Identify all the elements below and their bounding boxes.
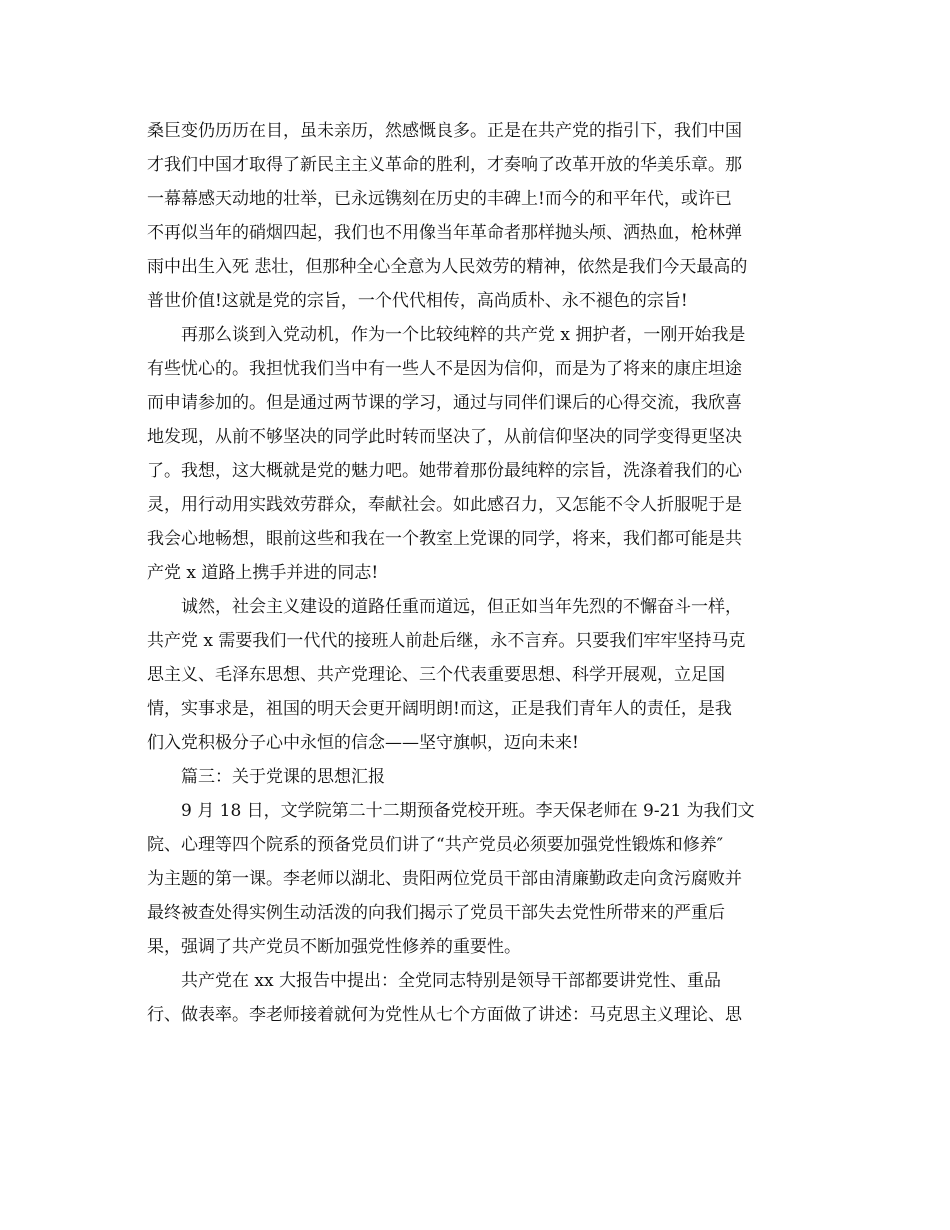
- paragraph-first-line: 9 月 18 日，文学院第二十二期预备党校开班。李天保老师在 9-21 为我们文: [181, 801, 755, 821]
- text-line: 而申请参加的。但是通过两节课的学习，通过与同伴们课后的心得交流，我欣喜: [147, 393, 742, 413]
- section-heading: 篇三：关于党课的思想汇报: [181, 767, 385, 787]
- text-line: 桑巨变仍历历在目，虽未亲历，然感慨良多。正是在共产党的指引下，我们中国: [147, 121, 742, 141]
- paragraph-first-line: 诚然，社会主义建设的道路任重而道远，但正如当年先烈的不懈奋斗一样，: [181, 597, 742, 617]
- text-line: 最终被查处得实例生动活泼的向我们揭示了党员干部失去党性所带来的严重后: [147, 903, 725, 923]
- text-line: 普世价值!这就是党的宗旨，一个代代相传，高尚质朴、永不褪色的宗旨!: [147, 291, 688, 311]
- text-line: 们入党积极分子心中永恒的信念——坚守旗帜，迈向未来!: [147, 733, 579, 753]
- paragraph-first-line: 再那么谈到入党动机，作为一个比较纯粹的共产党 x 拥护者，一刚开始我是: [181, 325, 746, 345]
- text-line: 产党 x 道路上携手并进的同志!: [147, 563, 379, 583]
- text-line: 有些忧心的。我担忧我们当中有一些人不是因为信仰，而是为了将来的康庄坦途: [147, 359, 742, 379]
- text-line: 行、做表率。李老师接着就何为党性从七个方面做了讲述：马克思主义理论、思: [147, 1005, 742, 1025]
- text-line: 共产党 x 需要我们一代代的接班人前赴后继，永不言弃。只要我们牢牢坚持马克: [147, 631, 746, 651]
- text-line: 不再似当年的硝烟四起，我们也不用像当年革命者那样抛头颅、洒热血，枪林弹: [147, 223, 742, 243]
- text-line: 情，实事求是，祖国的明天会更开阔明朗!而这，正是我们青年人的责任，是我: [147, 699, 732, 719]
- text-line: 我会心地畅想，眼前这些和我在一个教室上党课的同学，将来，我们都可能是共: [147, 529, 742, 549]
- text-line: 雨中出生入死 悲壮，但那种全心全意为人民效劳的精神，依然是我们今天最高的: [147, 257, 748, 277]
- text-line: 灵，用行动用实践效劳群众，奉献社会。如此感召力，又怎能不令人折服呢于是: [147, 495, 742, 515]
- text-line: 院、心理等四个院系的预备党员们讲了“共产党员必须要加强党性锻炼和修养″: [147, 835, 724, 855]
- text-line: 一幕幕感天动地的壮举，已永远镌刻在历史的丰碑上!而今的和平年代，或许已: [147, 189, 732, 209]
- text-line: 为主题的第一课。李老师以湖北、贵阳两位党员干部由清廉勤政走向贪污腐败并: [147, 869, 742, 889]
- text-line: 地发现，从前不够坚决的同学此时转而坚决了，从前信仰坚决的同学变得更坚决: [147, 427, 742, 447]
- text-line: 才我们中国才取得了新民主主义革命的胜利，才奏响了改革开放的华美乐章。那: [147, 155, 742, 175]
- text-line: 果，强调了共产党员不断加强党性修养的重要性。: [147, 937, 521, 957]
- text-line: 了。我想，这大概就是党的魅力吧。她带着那份最纯粹的宗旨，洗涤着我们的心: [147, 461, 742, 481]
- text-line: 思主义、毛泽东思想、共产党理论、三个代表重要思想、科学开展观，立足国: [147, 665, 725, 685]
- paragraph-first-line: 共产党在 xx 大报告中提出：全党同志特别是领导干部都要讲党性、重品: [181, 971, 721, 991]
